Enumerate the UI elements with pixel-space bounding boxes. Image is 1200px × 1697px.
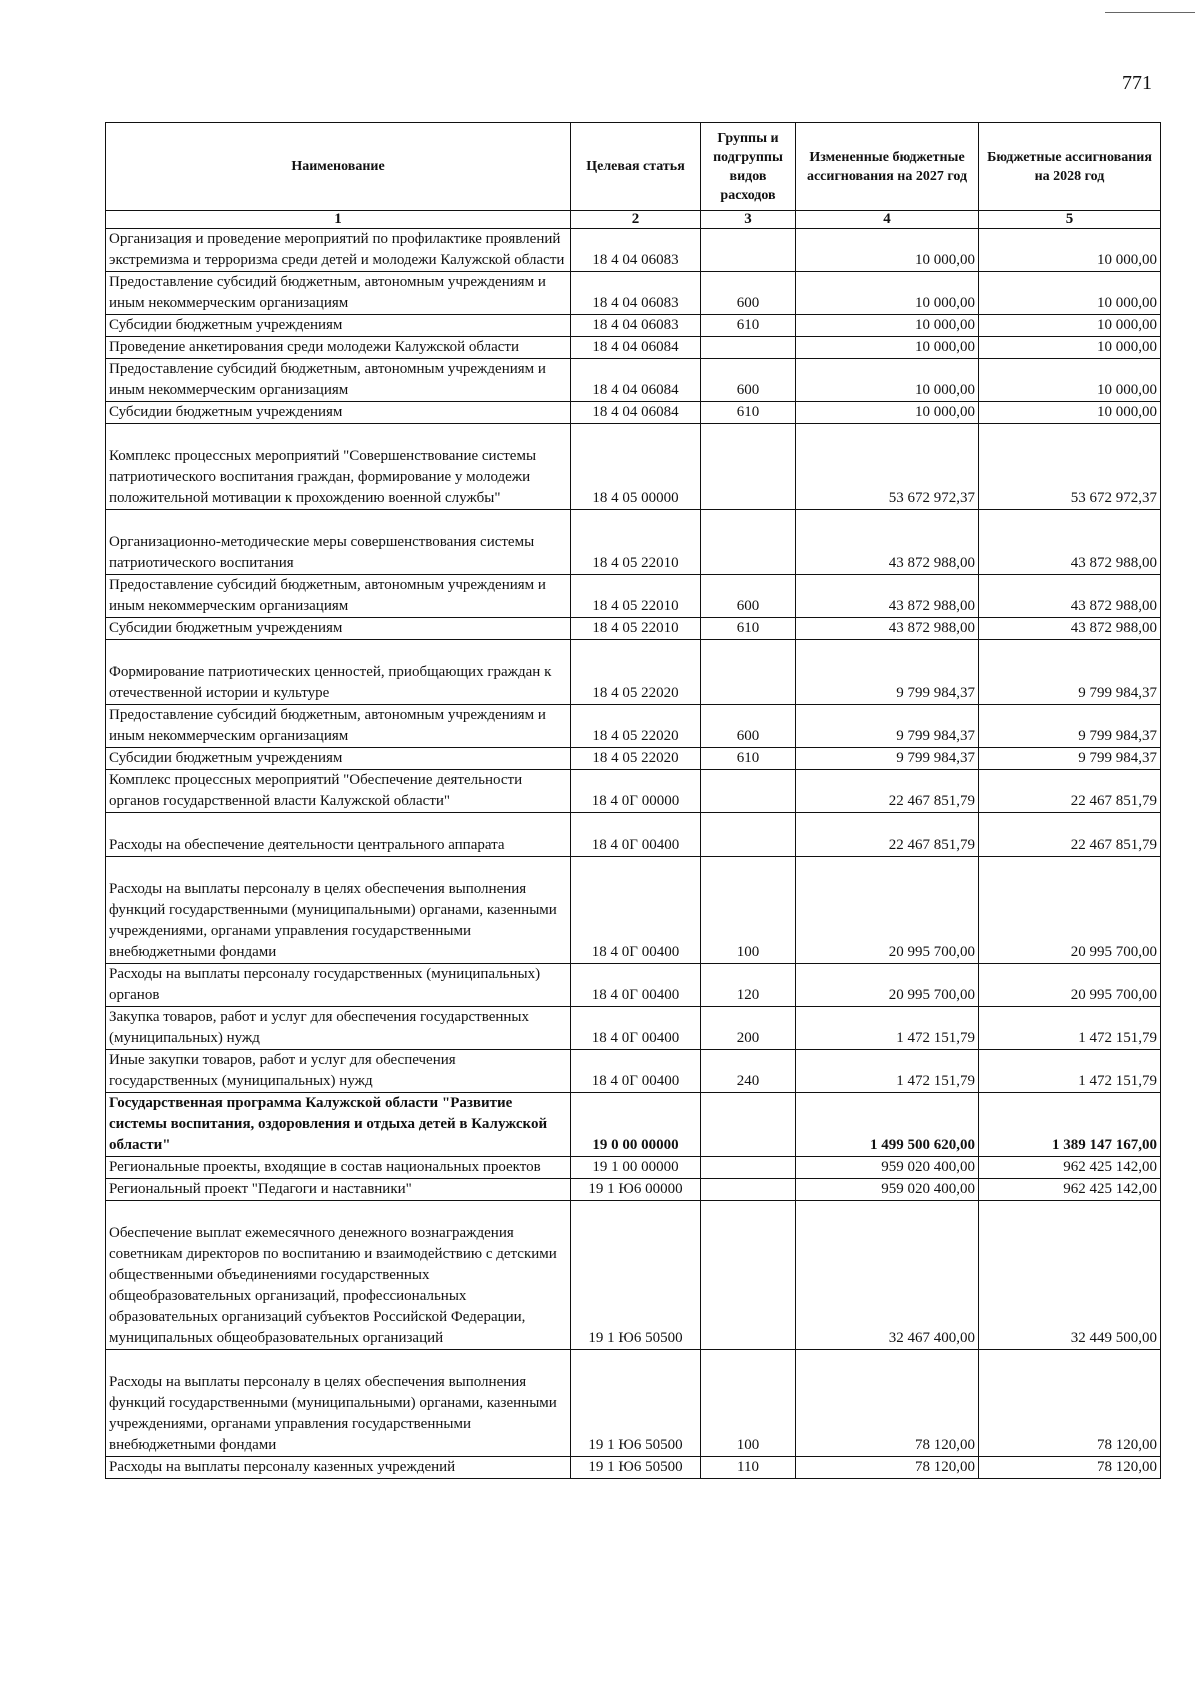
table-row xyxy=(106,272,1161,315)
row-target-article: 18 4 04 06083 xyxy=(571,272,701,315)
row-amount-2028: 43 872 988,00 xyxy=(979,510,1161,575)
row-amount-2027: 9 799 984,37 xyxy=(796,748,979,770)
column-number: 2 xyxy=(571,211,701,229)
row-name: Региональные проекты, входящие в состав национальных проектов xyxy=(106,1157,571,1179)
row-amount-2028: 78 120,00 xyxy=(979,1457,1161,1479)
table-row xyxy=(106,424,1161,510)
row-amount-2027: 9 799 984,37 xyxy=(796,705,979,748)
row-target-article: 19 1 Ю6 50500 xyxy=(571,1201,701,1350)
row-amount-2028: 9 799 984,37 xyxy=(979,640,1161,705)
row-amount-2028: 10 000,00 xyxy=(979,402,1161,424)
table-row xyxy=(106,640,1161,705)
table-row xyxy=(106,402,1161,424)
row-expense-group: 100 xyxy=(701,857,796,964)
row-expense-group xyxy=(701,770,796,813)
row-amount-2027: 43 872 988,00 xyxy=(796,575,979,618)
row-amount-2027: 10 000,00 xyxy=(796,402,979,424)
row-expense-group xyxy=(701,510,796,575)
row-name: Расходы на выплаты персоналу в целях обеспечения выполнения функций государственными (муниципальными) органами, казенными учреждениями, органами управления государственными внебюджетными фондами xyxy=(106,857,571,964)
table-row xyxy=(106,618,1161,640)
row-target-article: 18 4 04 06084 xyxy=(571,337,701,359)
row-amount-2028: 43 872 988,00 xyxy=(979,618,1161,640)
table-row xyxy=(106,229,1161,272)
row-expense-group xyxy=(701,229,796,272)
row-name: Расходы на выплаты персоналу в целях обеспечения выполнения функций государственными (муниципальными) органами, казенными учреждениями, органами управления государственными внебюджетными фондами xyxy=(106,1350,571,1457)
row-target-article: 18 4 0Г 00400 xyxy=(571,1050,701,1093)
row-amount-2028: 43 872 988,00 xyxy=(979,575,1161,618)
row-amount-2027: 10 000,00 xyxy=(796,229,979,272)
row-expense-group: 600 xyxy=(701,705,796,748)
table-row xyxy=(106,575,1161,618)
row-target-article: 19 1 Ю6 50500 xyxy=(571,1350,701,1457)
row-amount-2027: 22 467 851,79 xyxy=(796,813,979,857)
header-row xyxy=(106,123,1161,211)
row-amount-2027: 959 020 400,00 xyxy=(796,1157,979,1179)
table-row xyxy=(106,337,1161,359)
page-number: 771 xyxy=(1122,72,1152,94)
row-target-article: 18 4 04 06084 xyxy=(571,359,701,402)
row-amount-2028: 10 000,00 xyxy=(979,315,1161,337)
top-rule xyxy=(1105,12,1195,13)
row-amount-2028: 9 799 984,37 xyxy=(979,748,1161,770)
row-amount-2028: 10 000,00 xyxy=(979,272,1161,315)
row-target-article: 18 4 05 22020 xyxy=(571,748,701,770)
row-amount-2028: 22 467 851,79 xyxy=(979,770,1161,813)
row-target-article: 19 1 Ю6 00000 xyxy=(571,1179,701,1201)
row-amount-2027: 43 872 988,00 xyxy=(796,510,979,575)
row-amount-2028: 962 425 142,00 xyxy=(979,1157,1161,1179)
row-expense-group: 600 xyxy=(701,272,796,315)
row-name: Расходы на выплаты персоналу государственных (муниципальных) органов xyxy=(106,964,571,1007)
row-amount-2028: 10 000,00 xyxy=(979,359,1161,402)
table-body xyxy=(106,229,1161,1479)
row-target-article: 18 4 04 06083 xyxy=(571,315,701,337)
table-row xyxy=(106,510,1161,575)
row-expense-group: 200 xyxy=(701,1007,796,1050)
row-target-article: 18 4 0Г 00400 xyxy=(571,813,701,857)
row-target-article: 18 4 05 00000 xyxy=(571,424,701,510)
header-group: Группы и подгруппы видов расходов xyxy=(701,123,796,211)
budget-table xyxy=(105,122,1161,1479)
row-expense-group xyxy=(701,1093,796,1157)
row-expense-group: 610 xyxy=(701,315,796,337)
row-amount-2028: 10 000,00 xyxy=(979,337,1161,359)
header-name: Наименование xyxy=(106,123,571,211)
table-row xyxy=(106,748,1161,770)
row-amount-2028: 22 467 851,79 xyxy=(979,813,1161,857)
row-name: Закупка товаров, работ и услуг для обеспечения государственных (муниципальных) нужд xyxy=(106,1007,571,1050)
row-amount-2028: 32 449 500,00 xyxy=(979,1201,1161,1350)
row-expense-group xyxy=(701,337,796,359)
row-expense-group: 110 xyxy=(701,1457,796,1479)
row-amount-2028: 20 995 700,00 xyxy=(979,857,1161,964)
header-2027: Измененные бюджетные ассигнования на 2027 год xyxy=(796,123,979,211)
row-amount-2028: 1 389 147 167,00 xyxy=(979,1093,1161,1157)
table-row xyxy=(106,705,1161,748)
row-name: Предоставление субсидий бюджетным, автономным учреждениям и иным некоммерческим организациям xyxy=(106,575,571,618)
row-amount-2027: 78 120,00 xyxy=(796,1457,979,1479)
row-amount-2028: 962 425 142,00 xyxy=(979,1179,1161,1201)
row-name: Организация и проведение мероприятий по профилактике проявлений экстремизма и терроризма среди детей и молодежи Калужской области xyxy=(106,229,571,272)
row-name: Субсидии бюджетным учреждениям xyxy=(106,315,571,337)
row-name: Комплекс процессных мероприятий "Обеспечение деятельности органов государственной власти Калужской области" xyxy=(106,770,571,813)
row-amount-2028: 78 120,00 xyxy=(979,1350,1161,1457)
row-amount-2027: 53 672 972,37 xyxy=(796,424,979,510)
table-row xyxy=(106,1179,1161,1201)
row-amount-2027: 10 000,00 xyxy=(796,315,979,337)
row-name: Субсидии бюджетным учреждениям xyxy=(106,748,571,770)
table-row xyxy=(106,1350,1161,1457)
row-name: Субсидии бюджетным учреждениям xyxy=(106,618,571,640)
row-amount-2027: 78 120,00 xyxy=(796,1350,979,1457)
row-expense-group: 100 xyxy=(701,1350,796,1457)
table-row xyxy=(106,1007,1161,1050)
row-name: Иные закупки товаров, работ и услуг для обеспечения государственных (муниципальных) нужд xyxy=(106,1050,571,1093)
row-name: Государственная программа Калужской области "Развитие системы воспитания, оздоровления и отдыха детей в Калужской области" xyxy=(106,1093,571,1157)
row-expense-group xyxy=(701,424,796,510)
row-name: Субсидии бюджетным учреждениям xyxy=(106,402,571,424)
table-row xyxy=(106,359,1161,402)
row-amount-2028: 1 472 151,79 xyxy=(979,1007,1161,1050)
table-row xyxy=(106,857,1161,964)
table-row xyxy=(106,315,1161,337)
row-expense-group: 600 xyxy=(701,359,796,402)
row-target-article: 18 4 05 22010 xyxy=(571,510,701,575)
row-name: Проведение анкетирования среди молодежи Калужской области xyxy=(106,337,571,359)
header-article: Целевая статья xyxy=(571,123,701,211)
column-number: 1 xyxy=(106,211,571,229)
row-name: Предоставление субсидий бюджетным, автономным учреждениям и иным некоммерческим организациям xyxy=(106,359,571,402)
column-number: 3 xyxy=(701,211,796,229)
row-target-article: 18 4 05 22010 xyxy=(571,618,701,640)
row-expense-group: 610 xyxy=(701,748,796,770)
row-expense-group xyxy=(701,1201,796,1350)
row-target-article: 18 4 05 22020 xyxy=(571,640,701,705)
row-expense-group xyxy=(701,640,796,705)
row-amount-2028: 1 472 151,79 xyxy=(979,1050,1161,1093)
table-row xyxy=(106,1157,1161,1179)
row-target-article: 18 4 0Г 00400 xyxy=(571,1007,701,1050)
row-target-article: 18 4 0Г 00400 xyxy=(571,964,701,1007)
row-amount-2027: 1 499 500 620,00 xyxy=(796,1093,979,1157)
row-expense-group xyxy=(701,1157,796,1179)
table-row xyxy=(106,1050,1161,1093)
table-row xyxy=(106,1093,1161,1157)
row-target-article: 18 4 05 22020 xyxy=(571,705,701,748)
table-row xyxy=(106,770,1161,813)
row-amount-2028: 53 672 972,37 xyxy=(979,424,1161,510)
row-amount-2027: 43 872 988,00 xyxy=(796,618,979,640)
row-name: Организационно-методические меры совершенствования системы патриотического воспитания xyxy=(106,510,571,575)
row-target-article: 19 1 Ю6 50500 xyxy=(571,1457,701,1479)
row-expense-group: 610 xyxy=(701,618,796,640)
row-expense-group xyxy=(701,1179,796,1201)
row-amount-2027: 959 020 400,00 xyxy=(796,1179,979,1201)
row-name: Обеспечение выплат ежемесячного денежного вознаграждения советникам директоров по воспитанию и взаимодействию с детскими общественными объединениями государственных общеобразовательных организаций, профессиональных образовательных организаций субъектов Российской Федерации, муниципальных общеобразовательных организаций xyxy=(106,1201,571,1350)
row-expense-group: 600 xyxy=(701,575,796,618)
row-name: Комплекс процессных мероприятий "Совершенствование системы патриотического воспитания граждан, формирование у молодежи положительной мотивации к прохождению военной службы" xyxy=(106,424,571,510)
row-expense-group: 610 xyxy=(701,402,796,424)
row-amount-2027: 22 467 851,79 xyxy=(796,770,979,813)
row-target-article: 18 4 04 06084 xyxy=(571,402,701,424)
row-name: Расходы на обеспечение деятельности центрального аппарата xyxy=(106,813,571,857)
row-target-article: 18 4 05 22010 xyxy=(571,575,701,618)
row-target-article: 18 4 0Г 00000 xyxy=(571,770,701,813)
row-amount-2027: 32 467 400,00 xyxy=(796,1201,979,1350)
row-expense-group xyxy=(701,813,796,857)
column-number-row xyxy=(106,211,1161,229)
row-target-article: 19 0 00 00000 xyxy=(571,1093,701,1157)
table-row xyxy=(106,813,1161,857)
row-name: Формирование патриотических ценностей, приобщающих граждан к отечественной истории и культуре xyxy=(106,640,571,705)
row-amount-2028: 20 995 700,00 xyxy=(979,964,1161,1007)
column-number: 5 xyxy=(979,211,1161,229)
row-amount-2027: 20 995 700,00 xyxy=(796,964,979,1007)
row-target-article: 18 4 04 06083 xyxy=(571,229,701,272)
table-row xyxy=(106,964,1161,1007)
column-number: 4 xyxy=(796,211,979,229)
row-expense-group: 120 xyxy=(701,964,796,1007)
row-amount-2028: 9 799 984,37 xyxy=(979,705,1161,748)
table-row xyxy=(106,1201,1161,1350)
row-amount-2027: 10 000,00 xyxy=(796,359,979,402)
row-name: Предоставление субсидий бюджетным, автономным учреждениям и иным некоммерческим организациям xyxy=(106,272,571,315)
row-amount-2027: 10 000,00 xyxy=(796,272,979,315)
row-amount-2027: 20 995 700,00 xyxy=(796,857,979,964)
header-2028: Бюджетные ассигнования на 2028 год xyxy=(979,123,1161,211)
row-target-article: 19 1 00 00000 xyxy=(571,1157,701,1179)
row-target-article: 18 4 0Г 00400 xyxy=(571,857,701,964)
row-amount-2027: 1 472 151,79 xyxy=(796,1050,979,1093)
row-name: Региональный проект "Педагоги и наставники" xyxy=(106,1179,571,1201)
row-name: Предоставление субсидий бюджетным, автономным учреждениям и иным некоммерческим организациям xyxy=(106,705,571,748)
table-row xyxy=(106,1457,1161,1479)
row-amount-2027: 9 799 984,37 xyxy=(796,640,979,705)
row-name: Расходы на выплаты персоналу казенных учреждений xyxy=(106,1457,571,1479)
row-amount-2027: 1 472 151,79 xyxy=(796,1007,979,1050)
row-amount-2027: 10 000,00 xyxy=(796,337,979,359)
row-expense-group: 240 xyxy=(701,1050,796,1093)
row-amount-2028: 10 000,00 xyxy=(979,229,1161,272)
